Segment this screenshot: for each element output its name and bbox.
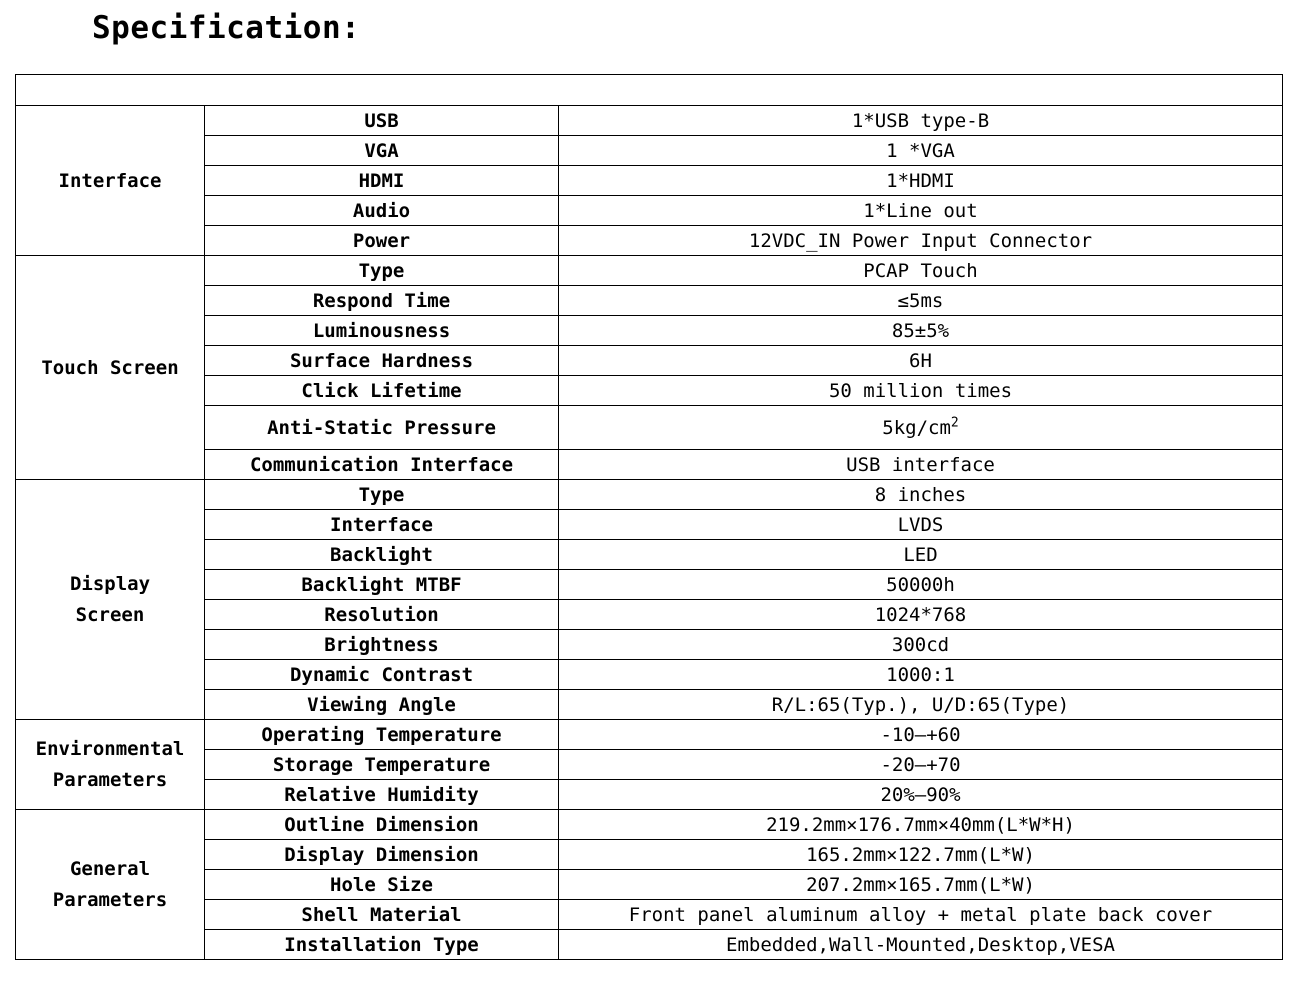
table-row bbox=[16, 406, 1283, 450]
table-header-cell bbox=[16, 75, 1283, 106]
table-row bbox=[16, 510, 1283, 540]
param-cell: Surface Hardness bbox=[205, 346, 559, 376]
param-cell: Storage Temperature bbox=[205, 750, 559, 780]
table-row bbox=[16, 930, 1283, 960]
table-row bbox=[16, 840, 1283, 870]
param-cell: Dynamic Contrast bbox=[205, 660, 559, 690]
table-row bbox=[16, 376, 1283, 406]
param-cell: Communication Interface bbox=[205, 450, 559, 480]
value-cell: Front panel aluminum alloy + metal plate back cover bbox=[559, 900, 1283, 930]
value-cell: -20—+70 bbox=[559, 750, 1283, 780]
category-interface: Interface bbox=[16, 106, 205, 256]
value-cell: 219.2mm×176.7mm×40mm(L*W*H) bbox=[559, 810, 1283, 840]
category-general-parameters bbox=[16, 810, 205, 960]
category-display-screen bbox=[16, 480, 205, 720]
table-row bbox=[16, 286, 1283, 316]
table-row bbox=[16, 480, 1283, 510]
table-row bbox=[16, 780, 1283, 810]
value-cell: 1*USB type-B bbox=[559, 106, 1283, 136]
value-cell: 300cd bbox=[559, 630, 1283, 660]
table-row bbox=[16, 346, 1283, 376]
value-cell: 1000:1 bbox=[559, 660, 1283, 690]
param-cell: Interface bbox=[205, 510, 559, 540]
category-line: Environmental bbox=[35, 738, 185, 760]
category-line: Display bbox=[69, 573, 151, 595]
param-cell: Shell Material bbox=[205, 900, 559, 930]
table-row bbox=[16, 166, 1283, 196]
param-cell: Power bbox=[205, 226, 559, 256]
param-cell: Installation Type bbox=[205, 930, 559, 960]
value-cell: PCAP Touch bbox=[559, 256, 1283, 286]
param-cell: Operating Temperature bbox=[205, 720, 559, 750]
table-row bbox=[16, 256, 1283, 286]
value-cell: 1*HDMI bbox=[559, 166, 1283, 196]
category-touch-screen: Touch Screen bbox=[16, 256, 205, 480]
value-cell: 85±5% bbox=[559, 316, 1283, 346]
value-cell: 207.2mm×165.7mm(L*W) bbox=[559, 870, 1283, 900]
value-cell: ≤5ms bbox=[559, 286, 1283, 316]
superscript: 2 bbox=[950, 415, 959, 431]
param-cell: HDMI bbox=[205, 166, 559, 196]
table-row bbox=[16, 720, 1283, 750]
category-line: Parameters bbox=[52, 889, 168, 911]
value-cell: -10—+60 bbox=[559, 720, 1283, 750]
value-cell: 8 inches bbox=[559, 480, 1283, 510]
param-cell: Display Dimension bbox=[205, 840, 559, 870]
value-cell: 1*Line out bbox=[559, 196, 1283, 226]
param-cell: Anti-Static Pressure bbox=[205, 406, 559, 450]
value-cell: 165.2mm×122.7mm(L*W) bbox=[559, 840, 1283, 870]
value-cell: Embedded,Wall-Mounted,Desktop,VESA bbox=[559, 930, 1283, 960]
table-row bbox=[16, 630, 1283, 660]
param-cell: VGA bbox=[205, 136, 559, 166]
table-row bbox=[16, 136, 1283, 166]
value-cell: USB interface bbox=[559, 450, 1283, 480]
specification-table bbox=[15, 74, 1283, 960]
category-line: Parameters bbox=[52, 769, 168, 791]
param-cell: Luminousness bbox=[205, 316, 559, 346]
param-cell: Type bbox=[205, 256, 559, 286]
value-cell: 1024*768 bbox=[559, 600, 1283, 630]
param-cell: Brightness bbox=[205, 630, 559, 660]
value-cell bbox=[559, 406, 1283, 450]
param-cell: Viewing Angle bbox=[205, 690, 559, 720]
value-cell: 6H bbox=[559, 346, 1283, 376]
param-cell: USB bbox=[205, 106, 559, 136]
param-cell: Resolution bbox=[205, 600, 559, 630]
param-cell: Audio bbox=[205, 196, 559, 226]
param-cell: Click Lifetime bbox=[205, 376, 559, 406]
table-row bbox=[16, 900, 1283, 930]
value-cell: 50 million times bbox=[559, 376, 1283, 406]
param-cell: Backlight bbox=[205, 540, 559, 570]
table-row bbox=[16, 316, 1283, 346]
value-cell: 1 *VGA bbox=[559, 136, 1283, 166]
value-text: 5kg/cm bbox=[882, 416, 951, 439]
table-header-row bbox=[16, 75, 1283, 106]
table-row bbox=[16, 810, 1283, 840]
param-cell: Relative Humidity bbox=[205, 780, 559, 810]
category-line: General bbox=[69, 858, 151, 880]
param-cell: Outline Dimension bbox=[205, 810, 559, 840]
param-cell: Backlight MTBF bbox=[205, 570, 559, 600]
param-cell: Hole Size bbox=[205, 870, 559, 900]
param-cell: Respond Time bbox=[205, 286, 559, 316]
category-line: Screen bbox=[75, 604, 145, 626]
table-row bbox=[16, 226, 1283, 256]
value-cell: LED bbox=[559, 540, 1283, 570]
table-row bbox=[16, 106, 1283, 136]
table-row bbox=[16, 450, 1283, 480]
table-row bbox=[16, 570, 1283, 600]
value-cell: 50000h bbox=[559, 570, 1283, 600]
table-row bbox=[16, 690, 1283, 720]
value-cell: 20%—90% bbox=[559, 780, 1283, 810]
value-cell: 12VDC_IN Power Input Connector bbox=[559, 226, 1283, 256]
table-row bbox=[16, 196, 1283, 226]
value-cell: R/L:65(Typ.), U/D:65(Type) bbox=[559, 690, 1283, 720]
table-row bbox=[16, 540, 1283, 570]
param-cell: Type bbox=[205, 480, 559, 510]
table-row bbox=[16, 750, 1283, 780]
value-cell: LVDS bbox=[559, 510, 1283, 540]
table-row bbox=[16, 660, 1283, 690]
table-row bbox=[16, 600, 1283, 630]
table-row bbox=[16, 870, 1283, 900]
category-environmental-parameters bbox=[16, 720, 205, 810]
page-title: Specification: bbox=[92, 10, 361, 46]
